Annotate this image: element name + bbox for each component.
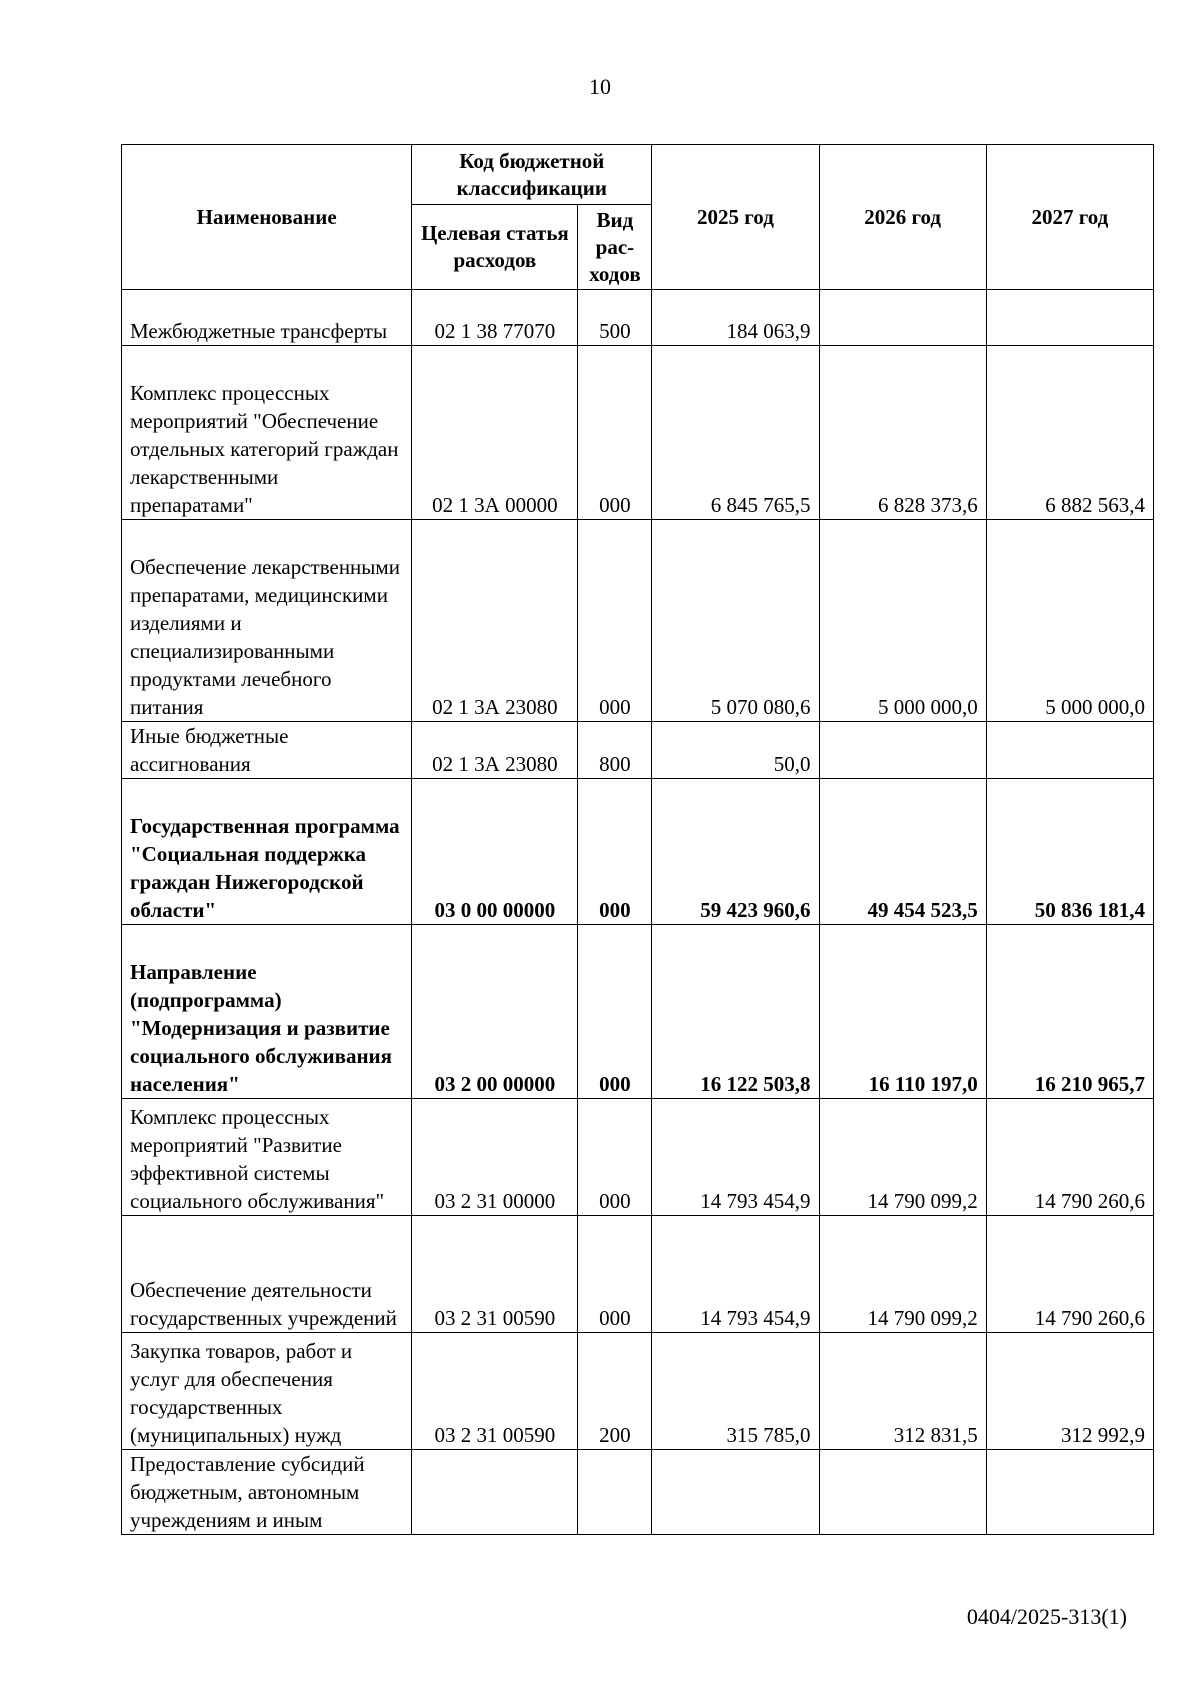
row-target-article: 03 2 31 00590: [412, 1333, 578, 1450]
row-name: Предоставление субсидий бюджетным, автономным учреждениям и иным: [122, 1450, 412, 1535]
row-target-article: 02 1 38 77070: [412, 290, 578, 346]
table-row: [122, 779, 1154, 925]
row-2027: [986, 290, 1153, 346]
row-2025: 50,0: [652, 722, 819, 779]
row-2027: 14 790 260,6: [986, 1099, 1153, 1216]
row-2025: 184 063,9: [652, 290, 819, 346]
row-name: Обеспечение лекарственными препаратами, медицинскими изделиями и специализированными продуктами лечебного питания: [122, 520, 412, 722]
header-target-article: Целевая статья расходов: [412, 205, 578, 290]
row-2027: 5 000 000,0: [986, 520, 1153, 722]
row-expense-kind: [578, 1450, 652, 1535]
header-2026: 2026 год: [819, 145, 986, 290]
row-expense-kind: 000: [578, 520, 652, 722]
row-target-article: 02 1 3А 23080: [412, 520, 578, 722]
row-target-article: 02 1 3А 23080: [412, 722, 578, 779]
row-target-article: 03 0 00 00000: [412, 779, 578, 925]
row-2026: 312 831,5: [819, 1333, 986, 1450]
row-2026: 5 000 000,0: [819, 520, 986, 722]
table-row: [122, 1099, 1154, 1216]
table-row: [122, 346, 1154, 520]
row-2027: 6 882 563,4: [986, 346, 1153, 520]
row-2026: [819, 722, 986, 779]
row-2027: [986, 722, 1153, 779]
row-name: Комплекс процессных мероприятий "Обеспечение отдельных категорий граждан лекарственными препаратами": [122, 346, 412, 520]
row-2026: [819, 1450, 986, 1535]
row-2025: [652, 1450, 819, 1535]
row-expense-kind: 000: [578, 1099, 652, 1216]
row-name: Иные бюджетные ассигнования: [122, 722, 412, 779]
row-2027: 14 790 260,6: [986, 1216, 1153, 1333]
row-target-article: 03 2 00 00000: [412, 925, 578, 1099]
row-2026: 49 454 523,5: [819, 779, 986, 925]
header-2027: 2027 год: [986, 145, 1153, 290]
row-2025: 14 793 454,9: [652, 1216, 819, 1333]
table-row: [122, 290, 1154, 346]
row-2025: 59 423 960,6: [652, 779, 819, 925]
row-name: Обеспечение деятельности государственных учреждений: [122, 1216, 412, 1333]
row-name: Закупка товаров, работ и услуг для обеспечения государственных (муниципальных) нужд: [122, 1333, 412, 1450]
header-name: Наименование: [122, 145, 412, 290]
row-2027: [986, 1450, 1153, 1535]
row-expense-kind: 000: [578, 346, 652, 520]
row-name: Комплекс процессных мероприятий "Развитие эффективной системы социального обслуживания": [122, 1099, 412, 1216]
table-body: [122, 290, 1154, 1535]
row-2026: 16 110 197,0: [819, 925, 986, 1099]
table-row: [122, 1216, 1154, 1333]
row-2026: [819, 290, 986, 346]
row-expense-kind: 000: [578, 779, 652, 925]
row-target-article: [412, 1450, 578, 1535]
document-code: 0404/2025-313(1): [966, 1604, 1127, 1629]
table-row: [122, 1450, 1154, 1535]
row-2026: 14 790 099,2: [819, 1216, 986, 1333]
row-2025: 14 793 454,9: [652, 1099, 819, 1216]
row-name: Межбюджетные трансферты: [122, 290, 412, 346]
table-row: [122, 722, 1154, 779]
header-budget-code: Код бюджетной классификации: [412, 145, 652, 205]
page-number: 10: [589, 74, 611, 99]
row-2027: 16 210 965,7: [986, 925, 1153, 1099]
table-row: [122, 520, 1154, 722]
row-2026: 6 828 373,6: [819, 346, 986, 520]
row-name: Направление (подпрограмма) "Модернизация и развитие социального обслуживания населения": [122, 925, 412, 1099]
row-2025: 5 070 080,6: [652, 520, 819, 722]
row-name: Государственная программа "Социальная поддержка граждан Нижегородской области": [122, 779, 412, 925]
row-2025: 6 845 765,5: [652, 346, 819, 520]
row-expense-kind: 500: [578, 290, 652, 346]
row-2027: 50 836 181,4: [986, 779, 1153, 925]
table-row: [122, 1333, 1154, 1450]
row-expense-kind: 800: [578, 722, 652, 779]
row-target-article: 03 2 31 00000: [412, 1099, 578, 1216]
row-target-article: 03 2 31 00590: [412, 1216, 578, 1333]
row-2025: 16 122 503,8: [652, 925, 819, 1099]
row-2027: 312 992,9: [986, 1333, 1153, 1450]
row-expense-kind: 000: [578, 925, 652, 1099]
row-target-article: 02 1 3А 00000: [412, 346, 578, 520]
row-expense-kind: 000: [578, 1216, 652, 1333]
header-expense-kind: Вид рас-ходов: [578, 205, 652, 290]
table-row: [122, 925, 1154, 1099]
row-expense-kind: 200: [578, 1333, 652, 1450]
row-2026: 14 790 099,2: [819, 1099, 986, 1216]
budget-table: [121, 144, 1154, 1535]
header-2025: 2025 год: [652, 145, 819, 290]
row-2025: 315 785,0: [652, 1333, 819, 1450]
